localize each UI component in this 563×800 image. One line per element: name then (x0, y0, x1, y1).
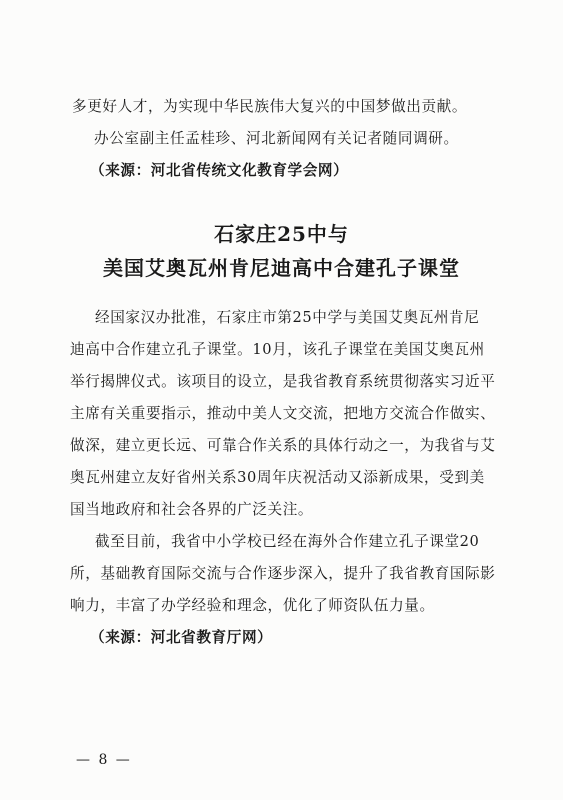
page-number: — 8 — (76, 752, 132, 768)
article-paragraph-1-line-1: 经国家汉办批准，石家庄市第25中学与美国艾奥瓦州肯尼 (95, 309, 480, 326)
prev-article-line-1: 多更好人才，为实现中华民族伟大复兴的中国梦做出贡献。 (72, 98, 468, 115)
article-title-line-2: 美国艾奥瓦州肯尼迪高中合建孔子课堂 (103, 256, 460, 280)
article-paragraph-2-line-3: 响力，丰富了办学经验和理念，优化了师资队伍力量。 (70, 597, 435, 614)
article-paragraph-2-line-2: 所，基础教育国际交流与合作逐步深入，提升了我省教育国际影 (70, 565, 496, 582)
article-source: （来源：河北省教育厅网） (90, 629, 273, 646)
article-title-line-1: 石家庄25中与 (214, 222, 349, 246)
article-paragraph-1-line-7: 国当地政府和社会各界的广泛关注。 (70, 501, 314, 518)
article-paragraph-1-line-4: 主席有关重要指示，推动中美人文交流，把地方交流合作做实、 (70, 405, 496, 422)
article-paragraph-1-line-2: 迪高中合作建立孔子课堂。10月，该孔子课堂在美国艾奥瓦州 (70, 341, 485, 358)
article-paragraph-1-line-3: 举行揭牌仪式。该项目的设立，是我省教育系统贯彻落实习近平 (70, 373, 496, 390)
article-paragraph-1-line-6: 奥瓦州建立友好省州关系30周年庆祝活动又添新成果，受到美 (70, 469, 485, 486)
prev-article-line-2: 办公室副主任孟桂珍、河北新闻网有关记者随同调研。 (94, 130, 459, 147)
prev-article-source: （来源：河北省传统文化教育学会网） (90, 162, 349, 179)
article-paragraph-1-line-5: 做深，建立更长远、可靠合作关系的具体行动之一，为我省与艾 (70, 437, 496, 454)
bleed-through-texture (300, 130, 540, 270)
article-paragraph-2-line-1: 截至目前，我省中小学校已经在海外合作建立孔子课堂20 (95, 533, 480, 550)
